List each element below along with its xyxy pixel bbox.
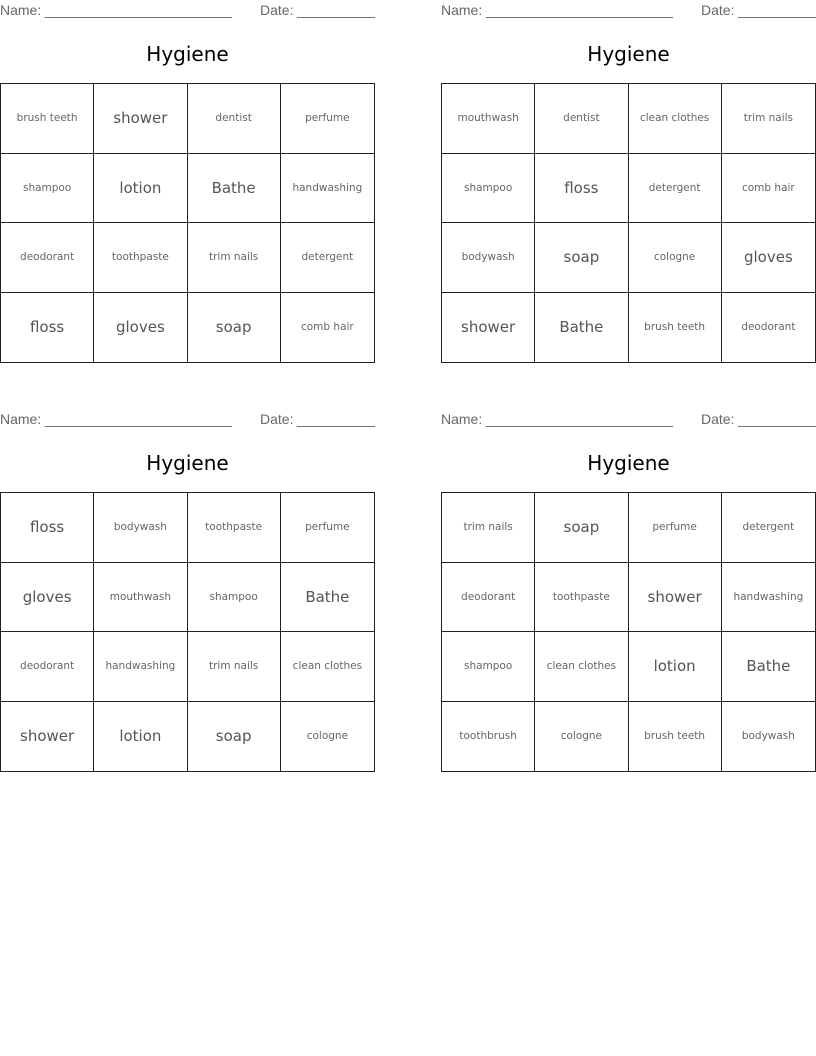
bingo-cell: lotion (94, 154, 187, 224)
bingo-cell: handwashing (281, 154, 374, 224)
bingo-cell: lotion (629, 632, 722, 702)
date-label: Date: (260, 411, 294, 427)
bingo-cell: trim nails (188, 632, 281, 702)
bingo-cell: mouthwash (442, 84, 535, 154)
date-field: __________ (738, 2, 816, 18)
bingo-cell: cologne (306, 730, 349, 743)
name-field: ________________________ (45, 411, 232, 427)
bingo-cell: cologne (629, 223, 722, 293)
bingo-cell: toothpaste (188, 493, 281, 563)
bingo-cell: handwashing (94, 632, 187, 702)
bingo-cell: Bathe (188, 154, 281, 224)
card-title: Hygiene (146, 42, 229, 66)
bingo-grid (0, 83, 375, 363)
date-field: __________ (297, 2, 375, 18)
bingo-cell: detergent (722, 493, 815, 563)
bingo-cell: deodorant (1, 223, 94, 293)
bingo-cell: deodorant (442, 563, 535, 633)
card-title: Hygiene (146, 451, 229, 475)
bingo-cell: shower (442, 293, 535, 363)
bingo-cell: perfume (281, 493, 374, 563)
bingo-cell: floss (1, 493, 94, 563)
bingo-grid (441, 492, 816, 772)
name-field: ________________________ (45, 2, 232, 18)
bingo-cell: perfume (629, 493, 722, 563)
bingo-cell: gloves (722, 223, 815, 293)
bingo-cell: brush teeth (1, 84, 94, 154)
card-header (0, 2, 375, 20)
bingo-cell: shampoo (1, 154, 94, 224)
bingo-cell: cologne (535, 702, 628, 772)
card-header (441, 2, 816, 20)
bingo-cell: bodywash (94, 493, 187, 563)
bingo-cell: soap (535, 223, 628, 293)
bingo-cell: toothpaste (94, 223, 187, 293)
bingo-cell: handwashing (722, 563, 815, 633)
name-field: ________________________ (486, 2, 673, 18)
bingo-card-1 (0, 0, 375, 372)
bingo-cell: shower (629, 563, 722, 633)
name-label: Name: (441, 2, 483, 18)
bingo-cell: Bathe (281, 563, 374, 633)
bingo-cell: Bathe (722, 632, 815, 702)
card-title: Hygiene (587, 42, 670, 66)
bingo-cell: soap (535, 493, 628, 563)
card-title: Hygiene (587, 451, 670, 475)
bingo-cell: toothbrush (442, 702, 535, 772)
bingo-grid (441, 83, 816, 363)
name-label: Name: (0, 2, 42, 18)
bingo-cell: shower (94, 84, 187, 154)
bingo-card-2 (441, 0, 816, 372)
bingo-cell: Bathe (535, 293, 628, 363)
bingo-cell: comb hair (300, 321, 354, 334)
bingo-grid (0, 492, 375, 772)
bingo-cell: floss (535, 154, 628, 224)
date-label: Date: (701, 411, 735, 427)
bingo-cell: soap (188, 293, 281, 363)
bingo-cell: gloves (1, 563, 94, 633)
date-field: __________ (738, 411, 816, 427)
bingo-cell: bodywash (442, 223, 535, 293)
bingo-cell: dentist (188, 84, 281, 154)
bingo-cell: shampoo (442, 154, 535, 224)
bingo-cell: dentist (535, 84, 628, 154)
bingo-cell: detergent (629, 154, 722, 224)
bingo-cell: detergent (281, 223, 374, 293)
bingo-cell: floss (1, 293, 94, 363)
bingo-card-3 (0, 409, 375, 781)
bingo-cell: trim nails (188, 223, 281, 293)
name-label: Name: (441, 411, 483, 427)
bingo-cell: shampoo (188, 563, 281, 633)
bingo-cell: bodywash (741, 730, 795, 743)
bingo-card-4 (441, 409, 816, 781)
bingo-cell: trim nails (722, 84, 815, 154)
bingo-cell: brush teeth (629, 702, 722, 772)
bingo-cell: deodorant (1, 632, 94, 702)
bingo-cell: soap (188, 702, 281, 772)
bingo-cell: deodorant (741, 321, 796, 334)
bingo-cell: brush teeth (629, 293, 722, 363)
bingo-cell: shampoo (442, 632, 535, 702)
date-label: Date: (260, 2, 294, 18)
bingo-cell: clean clothes (535, 632, 628, 702)
bingo-cell: gloves (94, 293, 187, 363)
bingo-cell: toothpaste (535, 563, 628, 633)
bingo-cell: clean clothes (281, 632, 374, 702)
card-header (0, 411, 375, 429)
name-label: Name: (0, 411, 42, 427)
bingo-cell: shower (1, 702, 94, 772)
bingo-cell: trim nails (442, 493, 535, 563)
date-field: __________ (297, 411, 375, 427)
card-header (441, 411, 816, 429)
bingo-cell: lotion (94, 702, 187, 772)
bingo-cell: mouthwash (94, 563, 187, 633)
bingo-cell: clean clothes (629, 84, 722, 154)
date-label: Date: (701, 2, 735, 18)
name-field: ________________________ (486, 411, 673, 427)
bingo-cell: perfume (281, 84, 374, 154)
bingo-cell: comb hair (722, 154, 815, 224)
